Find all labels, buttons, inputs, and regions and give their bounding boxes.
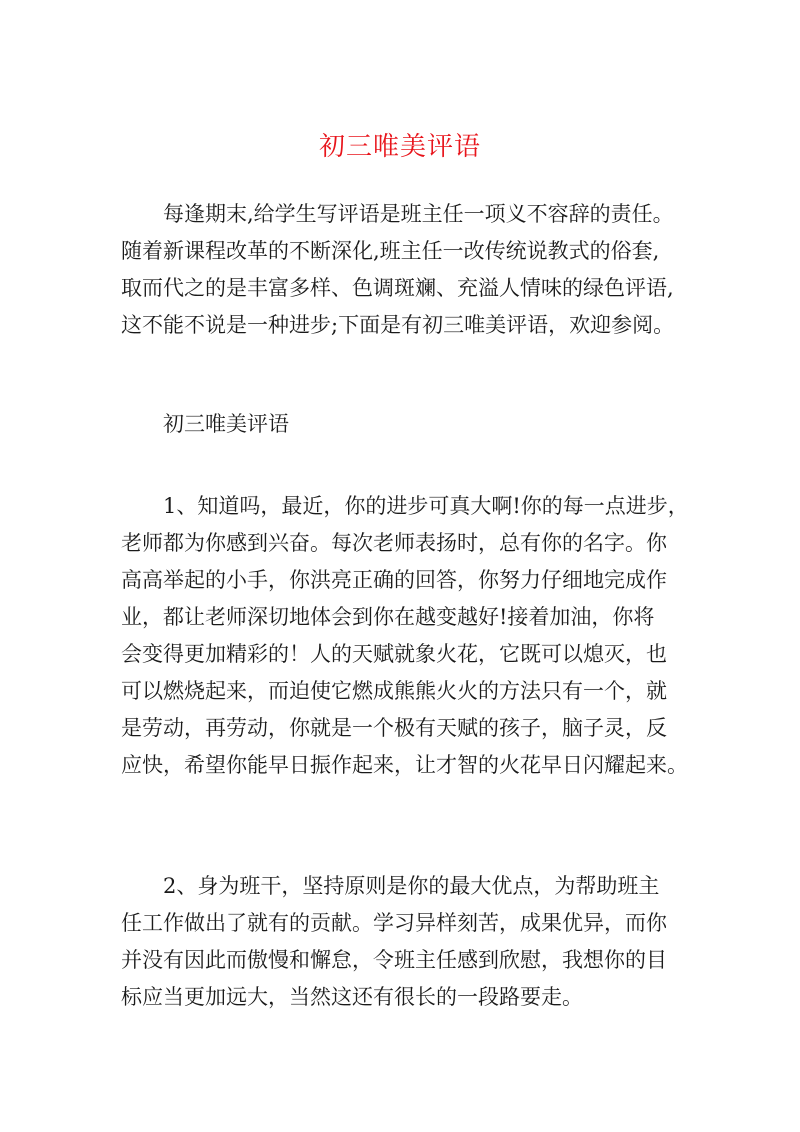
comment-1-line: 高高举起的小手，你洪亮正确的回答，你努力仔细地完成作: [121, 568, 667, 592]
comment-2-line: 任工作做出了就有的贡献。学习异样刻苦，成果优异，而你: [121, 911, 667, 935]
comment-2-line: 2、身为班干，坚持原则是你的最大优点，为帮助班主: [121, 874, 660, 898]
comment-2-line: 标应当更加远大，当然这还有很长的一段路要走。: [121, 985, 583, 1009]
section-subheading: [121, 406, 681, 443]
comment-1-line: 业，都让老师深切地体会到你在越变越好!接着加油，你将: [121, 605, 655, 629]
intro-paragraph: [121, 196, 681, 344]
comment-2-paragraph: [121, 868, 681, 1016]
subheading-text: 初三唯美评语: [121, 412, 289, 436]
intro-line: 随着新课程改革的不断深化,班主任一改传统说教式的俗套,: [121, 239, 660, 263]
comment-1-line: 会变得更加精彩的！人的天赋就象火花，它既可以熄灭，也: [121, 642, 667, 666]
comment-1-line: 老师都为你感到兴奋。每次老师表扬时，总有你的名字。你: [121, 531, 667, 555]
comment-1-line: 是劳动，再劳动，你就是一个极有天赋的孩子，脑子灵，反: [121, 716, 667, 740]
intro-line: 这不能不说是一种进步;下面是有初三唯美评语，欢迎参阅。: [121, 313, 675, 337]
intro-line: 取而代之的是丰富多样、色调斑斓、充溢人情味的绿色评语,: [121, 276, 674, 300]
document-title: 初三唯美评语: [318, 132, 481, 162]
intro-line: 每逢期末,给学生写评语是班主任一项义不容辞的责任。: [121, 202, 674, 226]
comment-1-line: 1、知道吗，最近，你的进步可真大啊!你的每一点进步，: [121, 494, 689, 518]
comment-1-line: 应快，希望你能早日振作起来，让才智的火花早日闪耀起来。: [121, 753, 688, 777]
comment-1-line: 可以燃烧起来，而迫使它燃成熊熊火火的方法只有一个，就: [121, 679, 667, 703]
comment-1-paragraph: [121, 488, 689, 784]
comment-2-line: 并没有因此而傲慢和懈怠，令班主任感到欣慰，我想你的目: [121, 948, 667, 972]
